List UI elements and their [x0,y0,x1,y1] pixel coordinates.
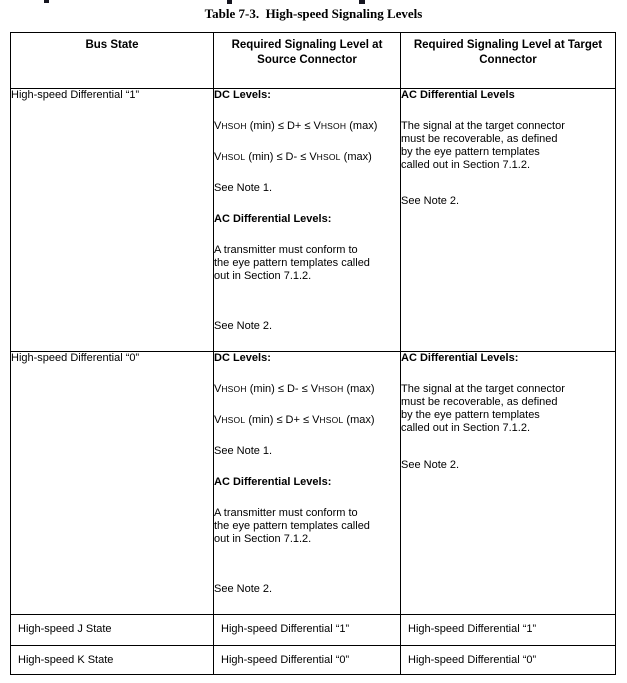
note-2: See Note 2. [214,583,273,595]
ac-levels-heading: AC Differential Levels: [214,213,332,225]
note-2: See Note 2. [401,195,460,207]
table-row [11,646,616,675]
cropped-text-fragment [44,0,49,3]
row1-bus-state-cell [11,89,214,352]
ac-levels-heading: AC Differential Levels: [401,352,519,364]
row3-bus-state-cell: High-speed J State [11,615,214,646]
dc-formula-low: VHSOL (min) ≤ D- ≤ VHSOL (max) [214,151,372,163]
row1-target-cell [401,89,616,352]
ac-levels-heading: AC Differential Levels: [214,476,332,488]
row1-source-cell [214,89,401,352]
dc-levels-heading: DC Levels: [214,89,271,101]
row2-bus-state-cell [11,352,214,615]
row2-target-cell [401,352,616,615]
note-2: See Note 2. [401,459,460,471]
ac-levels-heading: AC Differential Levels [401,89,515,101]
table-row [11,89,616,352]
row4-target-cell: High-speed Differential “0” [401,646,616,675]
dc-levels-heading: DC Levels: [214,352,271,364]
note-1: See Note 1. [214,445,273,457]
dc-formula-high: VHSOH (min) ≤ D+ ≤ VHSOH (max) [214,120,378,132]
table-caption: Table 7-3. High-speed Signaling Levels [204,6,423,21]
cropped-text-fragment [227,0,232,4]
header-source-connector: Required Signaling Level at Source Connector [214,33,401,89]
header-target-connector: Required Signaling Level at Target Connector [401,33,616,89]
note-1: See Note 1. [214,182,273,194]
row2-source-cell [214,352,401,615]
table-row [11,352,616,615]
row3-target-cell: High-speed Differential “1” [401,615,616,646]
ac-body: A transmitter must conform to the eye pattern templates called out in Section 7.1.2. [214,244,370,282]
ac-body: The signal at the target connector must be recoverable, as defined by the eye pattern templates called out in Section 7.1.2. [401,120,565,171]
row3-source-cell: High-speed Differential “1” [214,615,401,646]
ac-body: A transmitter must conform to the eye pattern templates called out in Section 7.1.2. [214,507,370,545]
dc-formula-high: VHSOH (min) ≤ D- ≤ VHSOH (max) [214,383,375,395]
row4-bus-state-cell: High-speed K State [11,646,214,675]
header-bus-state: Bus State [11,33,214,89]
bus-state-value: High-speed Differential “1” [11,89,140,101]
note-2: See Note 2. [214,320,273,332]
signaling-levels-table [10,32,616,675]
cropped-text-fragment [359,0,365,4]
table-row [11,615,616,646]
row4-source-cell: High-speed Differential “0” [214,646,401,675]
dc-formula-low: VHSOL (min) ≤ D+ ≤ VHSOL (max) [214,414,375,426]
header-row [11,33,616,89]
bus-state-value: High-speed Differential “0” [11,352,140,364]
ac-body: The signal at the target connector must be recoverable, as defined by the eye pattern templates called out in Section 7.1.2. [401,383,565,434]
